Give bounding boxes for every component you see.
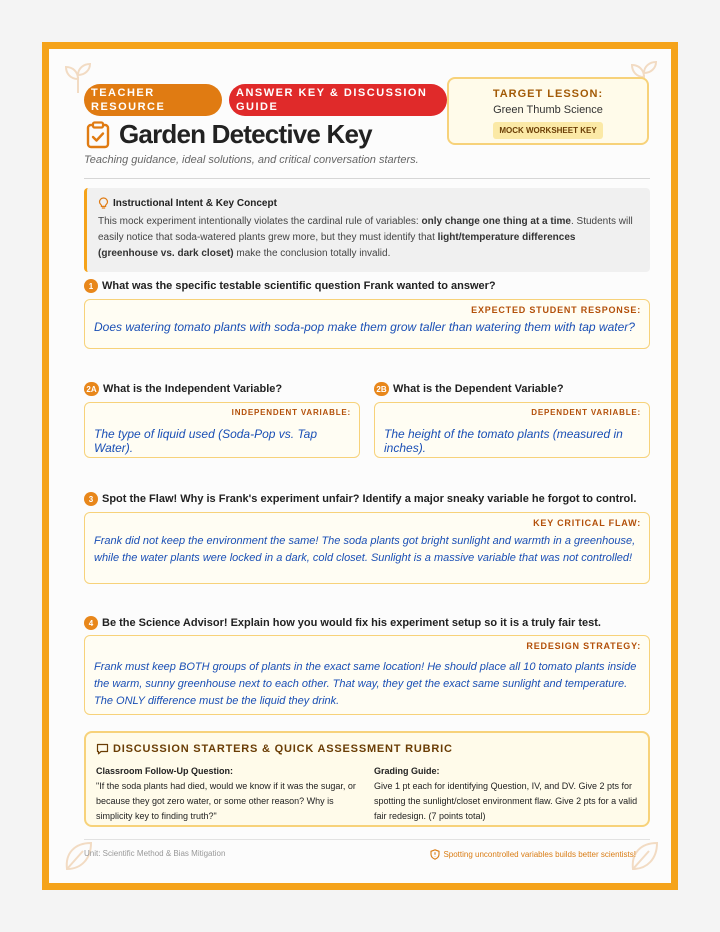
answer-box-2a	[84, 402, 360, 458]
target-lesson-label: TARGET LESSON:	[492, 88, 604, 100]
answer-box-1	[84, 299, 650, 349]
grading-heading: Grading Guide:	[374, 766, 440, 776]
shield-icon	[430, 849, 440, 860]
answer-text: The type of liquid used (Soda-Pop vs. Tap Water).	[94, 427, 318, 455]
question-text: What is the Independent Variable?	[103, 383, 283, 395]
page-title: Garden Detective Key	[119, 119, 372, 149]
target-lesson-box	[447, 77, 649, 145]
followup-text: "If the soda plants had died, would we know if it was the sugar, or because they got zero water, or some other reason? Why is simplicity key to finding truth?"	[96, 781, 356, 821]
question-number: 3	[84, 492, 98, 506]
footer-motto	[430, 849, 636, 860]
answer-text: Frank did not keep the environment the same! The soda plants got bright sunlight and warmth in a greenhouse, while the water plants were locked in a dark, cold closet. Sunlight is a massive variable that was not controlled!	[94, 535, 636, 564]
worksheet-page	[42, 42, 678, 890]
answer-text: The height of the tomato plants (measured in inches).	[384, 427, 623, 455]
instructional-intent-box	[84, 188, 650, 272]
question-3	[84, 492, 636, 506]
answer-label: KEY CRITICAL FLAW:	[533, 518, 641, 528]
footer-motto-text: Spotting uncontrolled variables builds better scientists!	[443, 850, 636, 859]
answer-label: INDEPENDENT VARIABLE:	[231, 408, 351, 417]
answer-label: DEPENDENT VARIABLE:	[531, 408, 641, 417]
grading-column	[374, 764, 644, 824]
question-2b	[374, 382, 564, 396]
chat-bubble-icon	[96, 743, 109, 755]
mock-worksheet-badge: MOCK WORKSHEET KEY	[493, 122, 602, 139]
teacher-resource-badge: TEACHER RESOURCE	[84, 84, 222, 116]
intent-heading-text: Instructional Intent & Key Concept	[113, 197, 277, 209]
answer-box-4	[84, 635, 650, 715]
intent-body: This mock experiment intentionally violates the cardinal rule of variables: only change one thing at a time. Students will easily notice that soda-watered plants grew more, but they must identify that light/temperature differences (greenhouse vs. dark closet) make the conclusion totally invalid.	[98, 216, 633, 259]
discussion-heading	[96, 743, 453, 755]
question-number: 4	[84, 616, 98, 630]
answer-key-badge: ANSWER KEY & DISCUSSION GUIDE	[229, 84, 447, 116]
intent-heading	[98, 197, 638, 209]
footer-unit: Unit: Scientific Method & Bias Mitigation	[84, 849, 226, 858]
answer-text: Frank must keep BOTH groups of plants in the exact same location! He should place all 10 tomato plants inside the warm, sunny greenhouse next to each other. That way, they get the exact same sunlight and temperature. The ONLY difference must be the liquid they drink.	[94, 661, 637, 707]
grading-text: Give 1 pt each for identifying Question, IV, and DV. Give 2 pts for spotting the sunlight/closet environment flaw. Give 2 pts for a valid fair redesign. (7 points total)	[374, 781, 638, 821]
question-text: Spot the Flaw! Why is Frank's experiment unfair? Identify a major sneaky variable he forgot to control.	[102, 493, 637, 505]
discussion-heading-text: DISCUSSION STARTERS & QUICK ASSESSMENT RUBRIC	[113, 743, 453, 755]
question-text: What was the specific testable scientific question Frank wanted to answer?	[102, 280, 496, 292]
discussion-rubric-box	[84, 731, 650, 827]
question-number: 2B	[374, 382, 389, 396]
target-lesson-name: Green Thumb Science	[493, 104, 603, 116]
answer-text: Does watering tomato plants with soda-pop make them grow taller than watering them with tap water?	[94, 320, 635, 334]
page-subtitle: Teaching guidance, ideal solutions, and critical conversation starters.	[84, 154, 419, 166]
question-number: 2A	[84, 382, 99, 396]
question-text: Be the Science Advisor! Explain how you would fix his experiment setup so it is a truly fair test.	[102, 617, 601, 629]
footer-divider	[84, 839, 650, 840]
followup-column	[96, 764, 366, 824]
intent-emphasis: light/temperature differences (greenhouse vs. dark closet)	[98, 232, 576, 259]
question-2a	[84, 382, 282, 396]
answer-label: REDESIGN STRATEGY:	[526, 641, 641, 651]
answer-box-3	[84, 512, 650, 584]
question-number: 1	[84, 279, 98, 293]
answer-box-2b	[374, 402, 650, 458]
followup-heading: Classroom Follow-Up Question:	[96, 766, 234, 776]
header-divider	[84, 178, 650, 179]
answer-label: EXPECTED STUDENT RESPONSE:	[471, 305, 641, 315]
question-text: What is the Dependent Variable?	[393, 383, 564, 395]
clipboard-check-icon	[85, 121, 111, 149]
lightbulb-icon	[98, 197, 109, 209]
question-1	[84, 279, 496, 293]
intent-emphasis: only change one thing at a time	[421, 216, 571, 227]
question-4	[84, 616, 601, 630]
